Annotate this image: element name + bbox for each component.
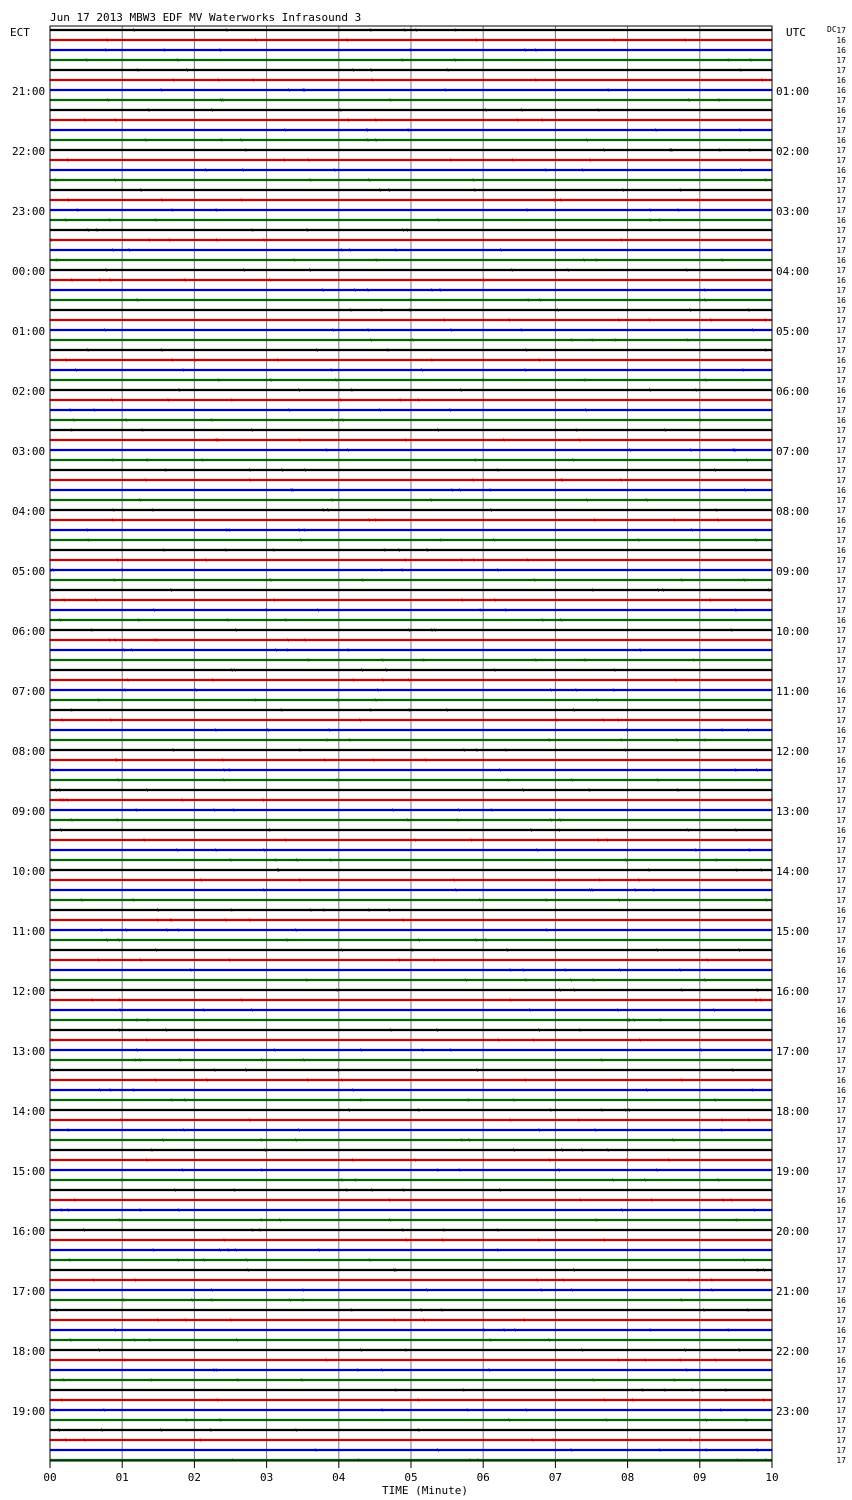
dc-value: 17 xyxy=(836,566,846,575)
dc-value: 17 xyxy=(836,1366,846,1375)
dc-value: 17 xyxy=(836,326,846,335)
dc-value: 17 xyxy=(836,1456,846,1465)
dc-value: 16 xyxy=(836,516,846,525)
dc-value: 16 xyxy=(836,386,846,395)
dc-value: 17 xyxy=(836,206,846,215)
dc-value: 17 xyxy=(836,376,846,385)
dc-value: 16 xyxy=(836,1356,846,1365)
left-hour-label: 15:00 xyxy=(12,1165,46,1178)
dc-value: 17 xyxy=(836,1236,846,1245)
dc-value: 17 xyxy=(836,896,846,905)
x-tick-label: 02 xyxy=(187,1471,202,1484)
right-hour-label: 21:00 xyxy=(776,1285,810,1298)
dc-value: 17 xyxy=(836,986,846,995)
left-hour-label: 23:00 xyxy=(12,205,46,218)
dc-value: 17 xyxy=(836,1426,846,1435)
left-hour-label: 10:00 xyxy=(12,865,46,878)
right-hour-label: 04:00 xyxy=(776,265,810,278)
left-hour-label: 00:00 xyxy=(12,265,46,278)
dc-value: 17 xyxy=(836,1386,846,1395)
dc-value: 16 xyxy=(836,216,846,225)
right-hour-label: 02:00 xyxy=(776,145,810,158)
dc-value: 17 xyxy=(836,1436,846,1445)
dc-value: 17 xyxy=(836,866,846,875)
dc-value: 16 xyxy=(836,726,846,735)
dc-value: 17 xyxy=(836,1126,846,1135)
left-axis-label: ECT xyxy=(10,26,30,39)
dc-value: 17 xyxy=(836,646,846,655)
dc-label: DC xyxy=(827,25,837,34)
dc-value: 17 xyxy=(836,1096,846,1105)
dc-value: 17 xyxy=(836,956,846,965)
dc-value: 16 xyxy=(836,136,846,145)
x-tick-label: 09 xyxy=(693,1471,707,1484)
dc-value: 17 xyxy=(836,556,846,565)
right-hour-label: 01:00 xyxy=(776,85,810,98)
dc-value: 17 xyxy=(836,796,846,805)
left-hour-label: 13:00 xyxy=(12,1045,46,1058)
dc-value: 17 xyxy=(836,306,846,315)
x-tick-label: 00 xyxy=(43,1471,57,1484)
dc-value: 16 xyxy=(836,486,846,495)
dc-value: 17 xyxy=(836,1346,846,1355)
dc-value: 17 xyxy=(836,926,846,935)
dc-value: 17 xyxy=(836,1406,846,1415)
dc-value: 17 xyxy=(836,1276,846,1285)
dc-value: 17 xyxy=(836,1066,846,1075)
dc-value: 17 xyxy=(836,66,846,75)
dc-value: 16 xyxy=(836,906,846,915)
dc-value: 17 xyxy=(836,606,846,615)
dc-value: 17 xyxy=(836,1206,846,1215)
dc-value: 17 xyxy=(836,536,846,545)
dc-value: 17 xyxy=(836,1106,846,1115)
dc-value: 17 xyxy=(836,1316,846,1325)
right-hour-label: 20:00 xyxy=(776,1225,810,1238)
dc-value: 17 xyxy=(836,776,846,785)
dc-value: 17 xyxy=(836,526,846,535)
left-hour-label: 12:00 xyxy=(12,985,46,998)
left-hour-label: 03:00 xyxy=(12,445,46,458)
dc-value: 17 xyxy=(836,1446,846,1455)
dc-value: 17 xyxy=(836,836,846,845)
dc-value: 17 xyxy=(836,716,846,725)
dc-value: 16 xyxy=(836,356,846,365)
dc-value: 16 xyxy=(836,46,846,55)
dc-value: 17 xyxy=(836,936,846,945)
right-axis-label: UTC xyxy=(786,26,806,39)
dc-value: 17 xyxy=(836,476,846,485)
dc-value: 16 xyxy=(836,1326,846,1335)
right-hour-label: 08:00 xyxy=(776,505,810,518)
dc-value: 17 xyxy=(836,1286,846,1295)
dc-value: 16 xyxy=(836,1086,846,1095)
left-hour-label: 09:00 xyxy=(12,805,46,818)
dc-value: 17 xyxy=(836,696,846,705)
right-hour-label: 11:00 xyxy=(776,685,810,698)
dc-value: 17 xyxy=(836,1186,846,1195)
dc-value: 17 xyxy=(836,576,846,585)
dc-value: 17 xyxy=(836,196,846,205)
dc-value: 17 xyxy=(836,1146,846,1155)
dc-value: 17 xyxy=(836,396,846,405)
dc-value: 16 xyxy=(836,76,846,85)
left-hour-label: 02:00 xyxy=(12,385,46,398)
dc-value: 17 xyxy=(836,346,846,355)
left-hour-label: 08:00 xyxy=(12,745,46,758)
dc-value: 17 xyxy=(836,1266,846,1275)
dc-value: 17 xyxy=(836,1306,846,1315)
dc-value: 17 xyxy=(836,746,846,755)
dc-value: 17 xyxy=(836,236,846,245)
right-hour-label: 07:00 xyxy=(776,445,810,458)
dc-value: 16 xyxy=(836,1076,846,1085)
right-hour-label: 16:00 xyxy=(776,985,810,998)
dc-value: 16 xyxy=(836,276,846,285)
dc-value: 17 xyxy=(836,846,846,855)
dc-value: 17 xyxy=(836,1156,846,1165)
x-tick-label: 03 xyxy=(259,1471,274,1484)
dc-value: 17 xyxy=(836,676,846,685)
dc-value: 17 xyxy=(836,586,846,595)
dc-value: 17 xyxy=(836,246,846,255)
dc-value: 17 xyxy=(836,226,846,235)
right-hour-label: 10:00 xyxy=(776,625,810,638)
dc-value: 17 xyxy=(836,446,846,455)
dc-value: 17 xyxy=(836,1056,846,1065)
x-tick-label: 01 xyxy=(115,1471,129,1484)
dc-value: 17 xyxy=(836,1046,846,1055)
dc-value: 17 xyxy=(836,286,846,295)
dc-value: 17 xyxy=(836,366,846,375)
dc-value: 17 xyxy=(836,126,846,135)
dc-value: 16 xyxy=(836,756,846,765)
dc-value: 17 xyxy=(836,1036,846,1045)
right-hour-label: 06:00 xyxy=(776,385,810,398)
dc-value: 17 xyxy=(836,666,846,675)
dc-value: 17 xyxy=(836,916,846,925)
dc-value: 16 xyxy=(836,1296,846,1305)
dc-value: 17 xyxy=(836,116,846,125)
dc-value: 16 xyxy=(836,1006,846,1015)
dc-value: 17 xyxy=(836,596,846,605)
dc-value: 17 xyxy=(836,816,846,825)
dc-value: 16 xyxy=(836,36,846,45)
right-hour-label: 05:00 xyxy=(776,325,810,338)
x-tick-label: 04 xyxy=(332,1471,346,1484)
chart-title: Jun 17 2013 MBW3 EDF MV Waterworks Infrasound 3 xyxy=(50,11,362,24)
dc-value: 16 xyxy=(836,966,846,975)
x-tick-label: 10 xyxy=(765,1471,779,1484)
dc-value: 16 xyxy=(836,686,846,695)
left-hour-label: 19:00 xyxy=(12,1405,46,1418)
left-hour-label: 11:00 xyxy=(12,925,46,938)
dc-value: 17 xyxy=(836,1376,846,1385)
left-hour-label: 01:00 xyxy=(12,325,46,338)
x-tick-label: 08 xyxy=(620,1471,635,1484)
dc-value: 16 xyxy=(836,166,846,175)
left-hour-label: 16:00 xyxy=(12,1225,46,1238)
dc-value: 16 xyxy=(836,416,846,425)
x-axis-label: TIME (Minute) xyxy=(381,1484,469,1497)
dc-value: 17 xyxy=(836,806,846,815)
left-hour-label: 06:00 xyxy=(12,625,46,638)
right-hour-label: 13:00 xyxy=(776,805,810,818)
dc-value: 17 xyxy=(836,976,846,985)
dc-value: 17 xyxy=(836,506,846,515)
left-hour-label: 07:00 xyxy=(12,685,46,698)
dc-value: 17 xyxy=(836,316,846,325)
right-hour-label: 23:00 xyxy=(776,1405,810,1418)
dc-value: 17 xyxy=(836,186,846,195)
dc-value: 17 xyxy=(836,496,846,505)
left-hour-label: 18:00 xyxy=(12,1345,46,1358)
dc-value-labels xyxy=(836,26,846,1465)
dc-value: 16 xyxy=(836,1196,846,1205)
right-hour-label: 12:00 xyxy=(776,745,810,758)
right-hour-label: 17:00 xyxy=(776,1045,810,1058)
dc-value: 17 xyxy=(836,56,846,65)
right-hour-label: 14:00 xyxy=(776,865,810,878)
dc-value: 17 xyxy=(836,1026,846,1035)
dc-value: 16 xyxy=(836,296,846,305)
dc-value: 16 xyxy=(836,106,846,115)
dc-value: 17 xyxy=(836,1396,846,1405)
dc-value: 17 xyxy=(836,176,846,185)
dc-value: 17 xyxy=(836,736,846,745)
dc-value: 16 xyxy=(836,546,846,555)
dc-value: 17 xyxy=(836,1176,846,1185)
left-hour-label: 17:00 xyxy=(12,1285,46,1298)
left-hour-label: 05:00 xyxy=(12,565,46,578)
dc-value: 17 xyxy=(836,856,846,865)
dc-value: 17 xyxy=(836,656,846,665)
dc-value: 17 xyxy=(836,876,846,885)
x-tick-label: 07 xyxy=(548,1471,563,1484)
dc-value: 17 xyxy=(836,1336,846,1345)
dc-value: 17 xyxy=(836,96,846,105)
right-hour-label: 22:00 xyxy=(776,1345,810,1358)
right-hour-label: 18:00 xyxy=(776,1105,810,1118)
dc-value: 17 xyxy=(836,426,846,435)
dc-value: 17 xyxy=(836,466,846,475)
dc-value: 16 xyxy=(836,256,846,265)
dc-value: 16 xyxy=(836,616,846,625)
dc-value: 16 xyxy=(836,1016,846,1025)
dc-value: 17 xyxy=(836,266,846,275)
right-hour-label: 03:00 xyxy=(776,205,810,218)
dc-value: 17 xyxy=(836,436,846,445)
x-tick-label: 06 xyxy=(476,1471,490,1484)
right-hour-label: 15:00 xyxy=(776,925,810,938)
dc-value: 16 xyxy=(836,946,846,955)
dc-value: 17 xyxy=(836,1226,846,1235)
dc-value: 17 xyxy=(836,1116,846,1125)
dc-value: 17 xyxy=(836,1166,846,1175)
dc-value: 17 xyxy=(836,636,846,645)
left-hour-label: 21:00 xyxy=(12,85,46,98)
dc-value: 17 xyxy=(836,336,846,345)
dc-value: 17 xyxy=(836,146,846,155)
x-tick-label: 05 xyxy=(404,1471,418,1484)
dc-value: 17 xyxy=(836,706,846,715)
dc-value: 17 xyxy=(836,26,846,35)
dc-value: 17 xyxy=(836,1416,846,1425)
left-hour-label: 04:00 xyxy=(12,505,46,518)
dc-value: 16 xyxy=(836,86,846,95)
right-hour-label: 19:00 xyxy=(776,1165,810,1178)
dc-value: 17 xyxy=(836,1136,846,1145)
right-hour-label: 09:00 xyxy=(776,565,810,578)
dc-value: 17 xyxy=(836,1246,846,1255)
dc-value: 17 xyxy=(836,626,846,635)
left-hour-label: 22:00 xyxy=(12,145,46,158)
dc-value: 17 xyxy=(836,1256,846,1265)
dc-value: 17 xyxy=(836,456,846,465)
left-hour-label: 14:00 xyxy=(12,1105,46,1118)
dc-value: 16 xyxy=(836,826,846,835)
dc-value: 17 xyxy=(836,996,846,1005)
dc-value: 17 xyxy=(836,786,846,795)
dc-value: 17 xyxy=(836,406,846,415)
dc-value: 17 xyxy=(836,766,846,775)
dc-value: 17 xyxy=(836,156,846,165)
dc-value: 17 xyxy=(836,1216,846,1225)
dc-value: 17 xyxy=(836,886,846,895)
